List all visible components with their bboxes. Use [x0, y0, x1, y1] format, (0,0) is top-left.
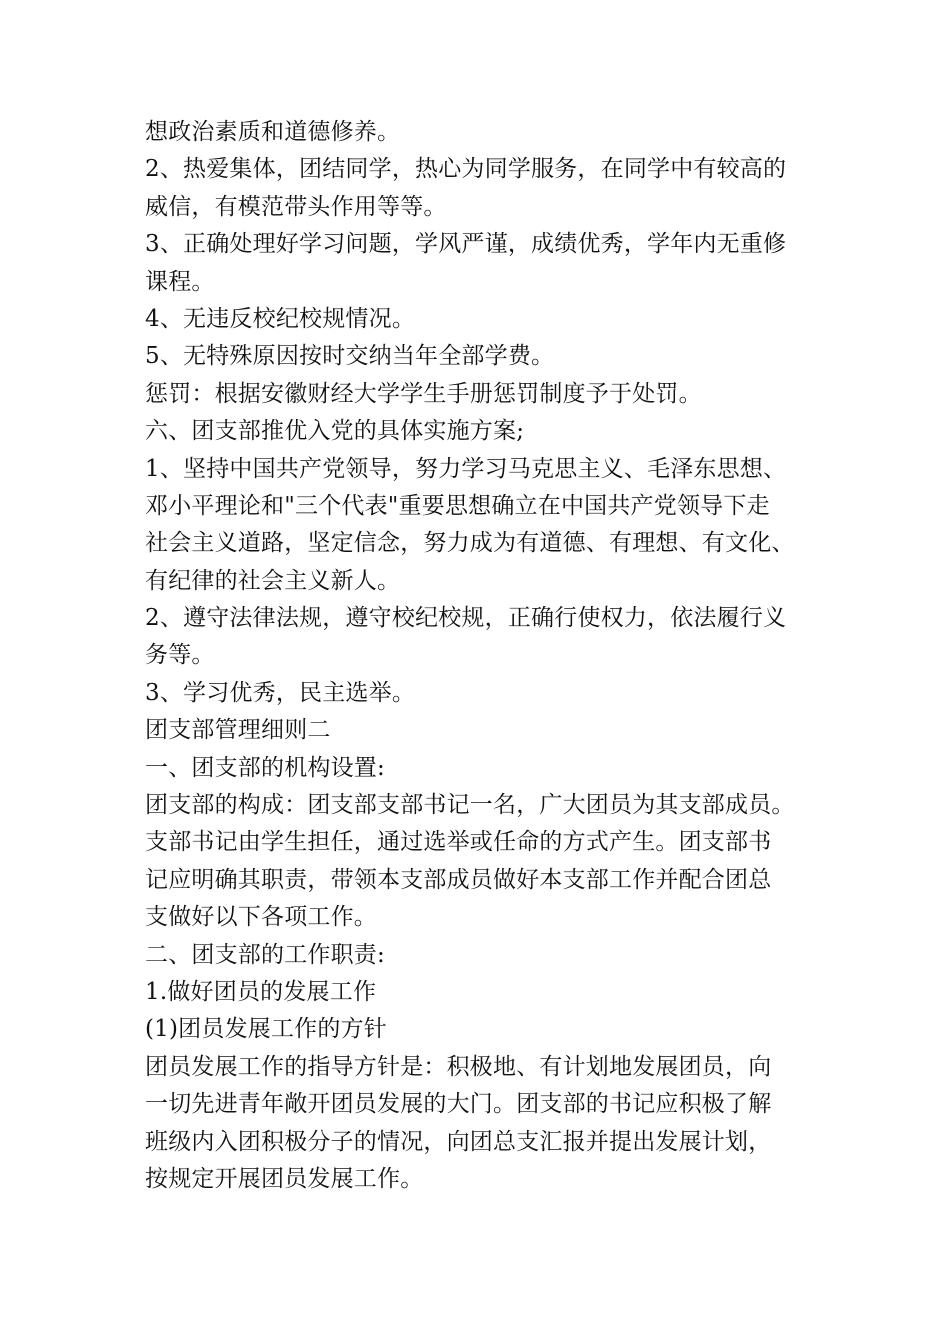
text-line: 有纪律的社会主义新人。 — [145, 567, 401, 594]
text-line: 3、学习优秀，民主选举。 — [145, 679, 416, 706]
text-line: 5、无特殊原因按时交纳当年全部学费。 — [145, 343, 555, 370]
text-line: 邓小平理论和"三个代表"重要思想确立在中国共产党领导下走 — [145, 492, 770, 519]
document-title: 团支部管理细则二 — [145, 717, 331, 744]
text-line: 团支部的构成：团支部支部书记一名，广大团员为其支部成员。 — [145, 792, 795, 819]
text-line: 支部书记由学生担任，通过选举或任命的方式产生。团支部书 — [145, 829, 772, 856]
text-line: 威信，有模范带头作用等等。 — [145, 193, 447, 220]
text-line: 3、正确处理好学习问题，学风严谨，成绩优秀，学年内无重修 — [145, 231, 787, 258]
text-line: 4、无违反校纪校规情况。 — [145, 305, 416, 332]
text-line: 1、坚持中国共产党领导，努力学习马克思主义、毛泽东思想、 — [145, 455, 787, 482]
text-line: 想政治素质和道德修养。 — [145, 119, 401, 145]
section-heading: 六、团支部推优入党的具体实施方案; — [145, 418, 525, 445]
text-line: 支做好以下各项工作。 — [145, 904, 377, 931]
document-body — [145, 114, 815, 1198]
text-line: 按规定开展团员发展工作。 — [145, 1165, 424, 1192]
subsection-heading: (1)团员发展工作的方针 — [145, 1016, 387, 1043]
text-line: 记应明确其职责，带领本支部成员做好本支部工作并配合团总 — [145, 866, 772, 893]
text-line: 一切先进青年敞开团员发展的大门。团支部的书记应积极了解 — [145, 1091, 772, 1118]
text-line: 惩罚：根据安徽财经大学学生手册惩罚制度予于处罚。 — [145, 380, 702, 407]
section-heading: 二、团支部的工作职责: — [145, 941, 385, 968]
text-line: 团员发展工作的指导方针是：积极地、有计划地发展团员，向 — [145, 1053, 772, 1080]
section-heading: 一、团支部的机构设置: — [145, 754, 385, 781]
text-line: 2、遵守法律法规，遵守校纪校规，正确行使权力，依法履行义 — [145, 605, 787, 632]
subsection-heading: 1.做好团员的发展工作 — [145, 978, 377, 1005]
text-line: 社会主义道路，坚定信念，努力成为有道德、有理想、有文化、 — [145, 530, 795, 557]
text-line: 班级内入团积极分子的情况，向团总支汇报并提出发展计划， — [145, 1128, 772, 1155]
text-line: 课程。 — [145, 268, 215, 295]
text-line: 务等。 — [145, 642, 215, 669]
text-line: 2、热爱集体，团结同学，热心为同学服务，在同学中有较高的 — [145, 156, 787, 183]
